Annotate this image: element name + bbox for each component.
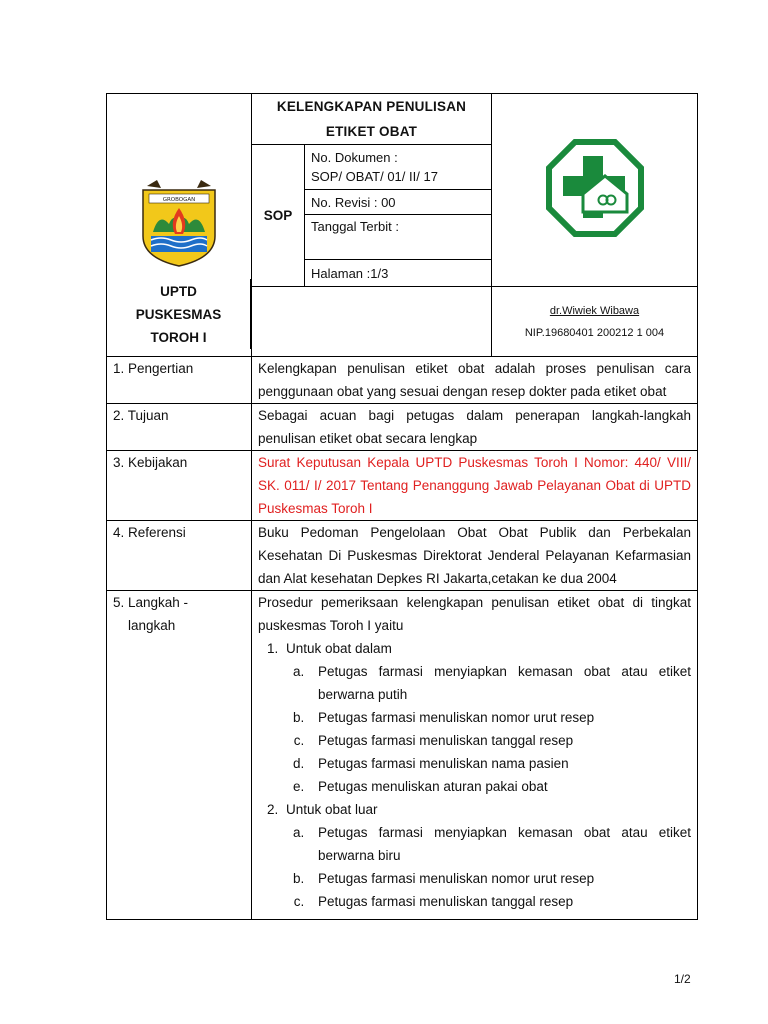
- list-item: c. Petugas farmasi menuliskan tanggal resep: [308, 890, 691, 913]
- pengertian-label: 1. Pengertian: [107, 357, 252, 404]
- step-group-title: Untuk obat dalam: [286, 641, 392, 656]
- title-line-2: ETIKET OBAT: [325, 124, 418, 139]
- sub-steps-list: [286, 660, 691, 798]
- revision-number: No. Revisi : 00: [305, 190, 492, 215]
- list-item: b. Petugas farmasi menuliskan nomor urut resep: [308, 706, 691, 729]
- organization-name: [106, 279, 251, 349]
- grobogan-regional-emblem-icon: [139, 178, 219, 268]
- puskesmas-logo-cell: [492, 94, 698, 287]
- sop-label: SOP: [252, 145, 305, 287]
- doc-no-label: No. Dokumen :: [311, 150, 398, 165]
- langkah-steps-list: [258, 637, 691, 913]
- row-langkah: [107, 591, 698, 920]
- issue-date: Tanggal Terbit :: [305, 215, 492, 260]
- langkah-intro: Prosedur pemeriksaan kelengkapan penulisan etiket obat di tingkat puskesmas Toroh I yaitu: [258, 595, 691, 633]
- signer-name: dr.Wiwiek Wibawa: [549, 304, 640, 317]
- emblem-banner-text: GROBOGAN: [162, 196, 196, 203]
- signature-space: [252, 287, 492, 357]
- row-pengertian: [107, 357, 698, 404]
- sub-steps-list: [286, 821, 691, 913]
- page-count: Halaman :1/3: [305, 260, 492, 287]
- step-group-obat-luar: [282, 798, 691, 913]
- row-kebijakan: [107, 451, 698, 521]
- list-item: c. Petugas farmasi menuliskan tanggal resep: [308, 729, 691, 752]
- signer-nip: NIP.19680401 200212 1 004: [524, 326, 665, 339]
- referensi-label: 4. Referensi: [107, 521, 252, 591]
- list-item: b. Petugas farmasi menuliskan nomor urut resep: [308, 867, 691, 890]
- sop-body-table: [106, 356, 698, 920]
- step-group-obat-dalam: [282, 637, 691, 798]
- list-item: a. Petugas farmasi menyiapkan kemasan obat atau etiket berwarna putih: [308, 660, 691, 706]
- page-number: 1/2: [674, 972, 691, 986]
- list-item: e. Petugas menuliskan aturan pakai obat: [308, 775, 691, 798]
- org-line-1: UPTD: [160, 283, 197, 299]
- row-tujuan: [107, 404, 698, 451]
- title-line-1: KELENGKAPAN PENULISAN: [276, 99, 467, 114]
- puskesmas-logo-icon: [545, 138, 645, 238]
- org-line-2: PUSKESMAS: [135, 306, 222, 322]
- tujuan-label: 2. Tujuan: [107, 404, 252, 451]
- row-referensi: [107, 521, 698, 591]
- tujuan-text: Sebagai acuan bagi petugas dalam penerapan langkah-langkah penulisan etiket obat secara lengkap: [252, 404, 698, 451]
- signature-block: [492, 287, 698, 357]
- pengertian-text: Kelengkapan penulisan etiket obat adalah proses penulisan cara penggunaan obat yang sesuai dengan resep dokter pada etiket obat: [252, 357, 698, 404]
- org-line-3: TOROH I: [150, 329, 207, 345]
- langkah-label-line-2: langkah: [128, 618, 176, 633]
- kebijakan-label: 3. Kebijakan: [107, 451, 252, 521]
- kebijakan-text: Surat Keputusan Kepala UPTD Puskesmas Toroh I Nomor: 440/ VIII/ SK. 011/ I/ 2017 Tentang Penanggung Jawab Pelayanan Obat di UPTD Puskesmas Toroh I: [252, 451, 698, 521]
- doc-no-value: SOP/ OBAT/ 01/ II/ 17: [311, 169, 438, 184]
- list-item: d. Petugas farmasi menuliskan nama pasien: [308, 752, 691, 775]
- langkah-label: [107, 591, 252, 920]
- document-number: [305, 145, 492, 190]
- langkah-content: [252, 591, 698, 920]
- langkah-label-line-1: 5. Langkah -: [113, 595, 189, 610]
- list-item: a. Petugas farmasi menyiapkan kemasan obat atau etiket berwarna biru: [308, 821, 691, 867]
- document-title: [252, 94, 492, 145]
- step-group-title: Untuk obat luar: [286, 802, 378, 817]
- sop-document: [106, 93, 697, 920]
- referensi-text: Buku Pedoman Pengelolaan Obat Obat Publik dan Perbekalan Kesehatan Di Puskesmas Direktorat Jenderal Pelayanan Kefarmasian dan Alat kesehatan Depkes RI Jakarta,cetakan ke dua 2004: [252, 521, 698, 591]
